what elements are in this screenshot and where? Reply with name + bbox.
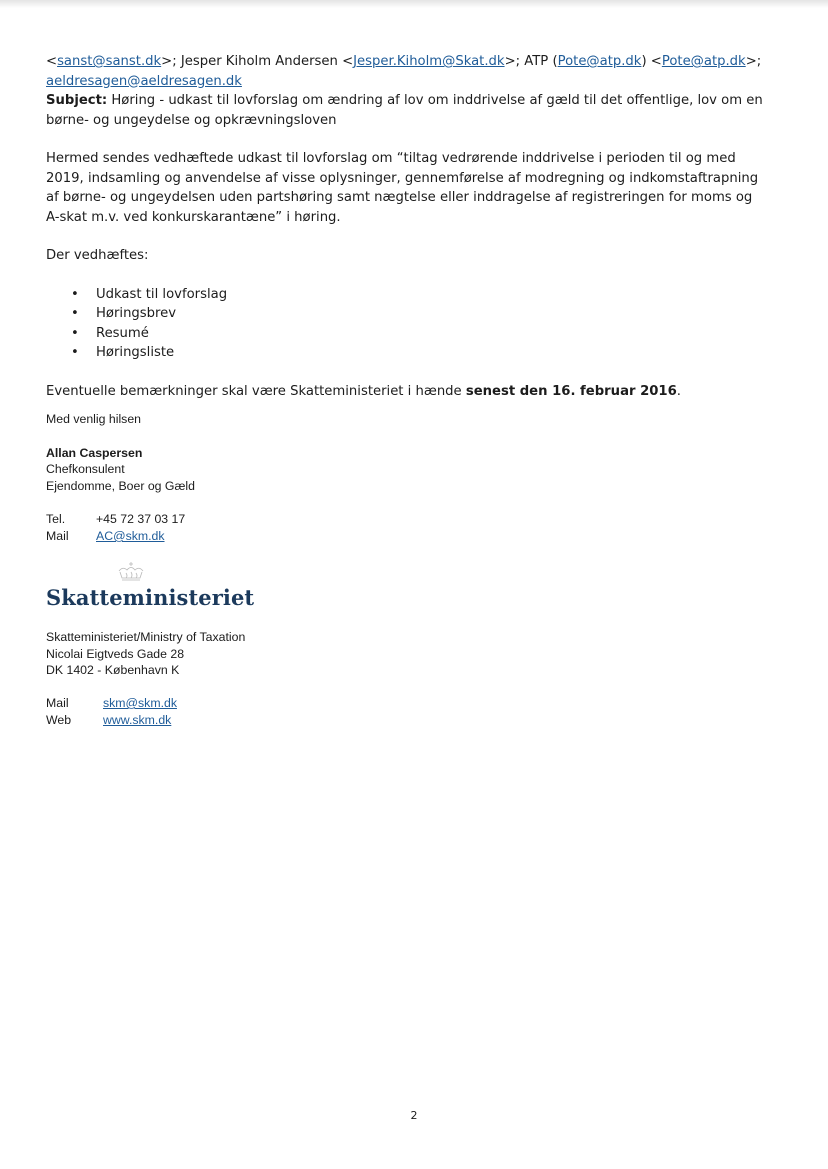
recipients-line-2 bbox=[46, 72, 766, 92]
list-item bbox=[46, 285, 766, 305]
tel-value: +45 72 37 03 17 bbox=[96, 512, 186, 527]
spacer bbox=[46, 266, 766, 285]
signer-name bbox=[46, 445, 446, 462]
ministry-web-row bbox=[46, 712, 177, 729]
ministry-mail-row bbox=[46, 695, 177, 712]
crown-icon bbox=[114, 561, 148, 583]
address-line: Nicolai Eigtveds Gade 28 bbox=[46, 646, 185, 661]
signer-department: Ejendomme, Boer og Gæld bbox=[46, 478, 196, 493]
signature-block bbox=[46, 411, 446, 545]
attachment-label: Udkast til lovforslag bbox=[96, 286, 228, 302]
text-fragment: < bbox=[46, 54, 58, 69]
spacer bbox=[46, 363, 766, 382]
sanst-email-link[interactable]: sanst@sanst.dk bbox=[57, 54, 162, 69]
tel-label: Tel. bbox=[46, 512, 66, 527]
ministry-web-link[interactable]: www.skm.dk bbox=[103, 713, 172, 727]
bullet-icon: • bbox=[71, 306, 79, 321]
spacer bbox=[46, 227, 766, 246]
ministry-mail-label: Mail bbox=[46, 696, 69, 710]
ministry-address bbox=[46, 629, 245, 679]
signer-email-link[interactable]: AC@skm.dk bbox=[96, 528, 165, 543]
signer-name-text: Allan Caspersen bbox=[46, 445, 143, 460]
spacer bbox=[46, 130, 766, 149]
bullet-icon: • bbox=[71, 345, 79, 360]
spacer bbox=[46, 494, 446, 511]
text-fragment: >; ATP ( bbox=[504, 54, 558, 69]
jesper-email-link[interactable]: Jesper.Kiholm@Skat.dk bbox=[353, 54, 505, 69]
list-item bbox=[46, 324, 766, 344]
ministry-web-label: Web bbox=[46, 713, 72, 727]
body-paragraph: Hermed sendes vedhæftede udkast til lovforslag om “tiltag vedrørende inddrivelse i perioden til og med 2019, indsamling og anvendelse af visse oplysninger, gennemførelse af modregning og indkomstaftrapning af børne- og ungeydelsen uden partshøring samt nægtelse eller inddragelse af registreringen for moms og A-skat m.v. ved konkurskarantæne” i høring. bbox=[46, 151, 759, 225]
attachments-list bbox=[46, 285, 766, 363]
page-number: 2 bbox=[410, 1109, 418, 1122]
bullet-icon: • bbox=[71, 325, 79, 341]
greeting: Med venlig hilsen bbox=[46, 412, 142, 426]
ministry-logo: Skatteministeriet bbox=[46, 585, 255, 610]
mail-row bbox=[46, 528, 446, 545]
deadline-prefix: Eventuelle bemærkninger skal være Skatteministeriet i hænde bbox=[46, 383, 466, 399]
ministry-contact bbox=[46, 695, 177, 729]
atp-email-link-2[interactable]: Pote@atp.dk bbox=[661, 54, 746, 69]
text-fragment: ) < bbox=[641, 54, 662, 69]
deadline-line bbox=[46, 382, 766, 402]
ministry-email-link[interactable]: skm@skm.dk bbox=[103, 696, 177, 710]
deadline-date: senest den 16. februar 2016 bbox=[465, 383, 677, 399]
attachments-intro: Der vedhæftes: bbox=[46, 248, 149, 263]
mail-label: Mail bbox=[46, 528, 69, 543]
tel-row bbox=[46, 511, 446, 528]
attachment-label: Høringsliste bbox=[96, 345, 175, 360]
address-line: Skatteministeriet/Ministry of Taxation bbox=[46, 630, 246, 644]
bullet-icon: • bbox=[71, 286, 79, 302]
spacer bbox=[46, 428, 446, 445]
aeldresagen-email-link[interactable]: aeldresagen@aeldresagen.dk bbox=[46, 73, 242, 89]
page-top-edge bbox=[0, 0, 828, 8]
subject-text: Høring - udkast til lovforslag om ændring af lov om inddrivelse af gæld til det offentlige, lov om en børne- og ungeydelse og opkrævningsloven bbox=[46, 93, 763, 128]
list-item bbox=[46, 343, 766, 363]
attachment-label: Høringsbrev bbox=[96, 306, 177, 321]
atp-email-link-1[interactable]: Pote@atp.dk bbox=[557, 54, 642, 69]
subject-line bbox=[46, 91, 766, 130]
text-fragment: >; Jesper Kiholm Andersen < bbox=[161, 54, 354, 69]
attachment-label: Resumé bbox=[96, 325, 149, 341]
signer-title: Chefkonsulent bbox=[46, 462, 125, 477]
text-fragment: >; bbox=[745, 54, 762, 69]
recipients-line bbox=[46, 52, 766, 72]
list-item bbox=[46, 304, 766, 324]
deadline-suffix: . bbox=[676, 383, 681, 399]
email-body bbox=[46, 52, 766, 401]
address-line: DK 1402 - København K bbox=[46, 663, 180, 678]
subject-label: Subject: bbox=[46, 93, 108, 108]
